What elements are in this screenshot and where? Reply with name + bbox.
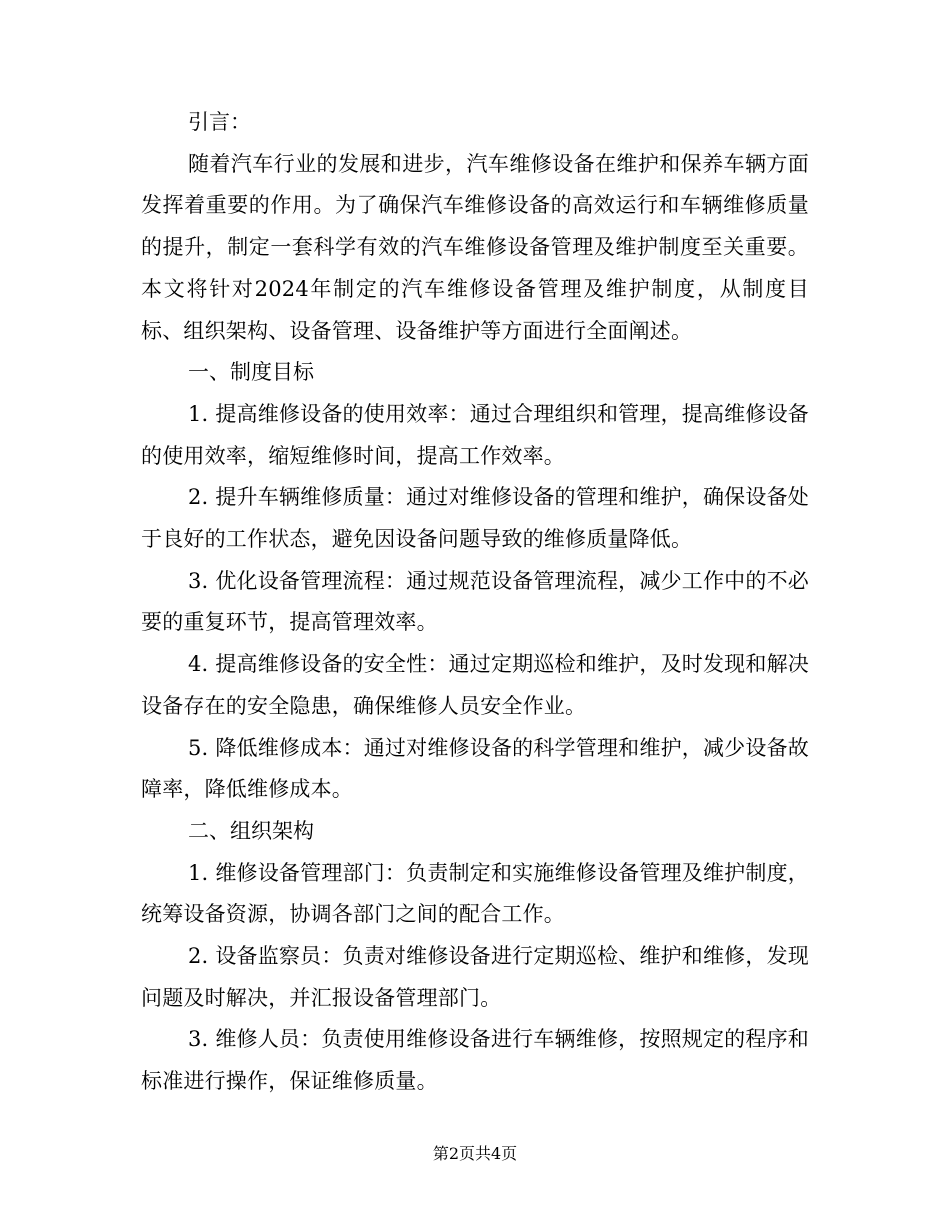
intro-paragraph: 随着汽车行业的发展和进步，汽车维修设备在维护和保养车辆方面发挥着重要的作用。为了确保汽车维修设备的高效运行和车辆维修质量的提升，制定一套科学有效的汽车维修设备管理及维护制度至关重要。本文将针对2024年制定的汽车维修设备管理及维护制度，从制度目标、组织架构、设备管理、设备维护等方面进行全面阐述。	[141, 151, 809, 343]
goal-item: 4. 提高维修设备的安全性：通过定期巡检和维护，及时发现和解决设备存在的安全隐患，确保维修人员安全作业。	[141, 652, 809, 718]
goal-item: 5. 降低维修成本：通过对维修设备的科学管理和维护，减少设备故障率，降低维修成本。	[141, 735, 809, 802]
section-heading-goals: 一、制度目标	[188, 360, 314, 385]
page-number-footer: 第2页共4页	[432, 1144, 518, 1163]
goal-item: 1. 提高维修设备的使用效率：通过合理组织和管理，提高维修设备的使用效率，缩短维修时间，提高工作效率。	[141, 401, 809, 468]
goal-item: 3. 优化设备管理流程：通过规范设备管理流程，减少工作中的不必要的重复环节，提高管理效率。	[141, 568, 809, 635]
document-body	[141, 102, 809, 1103]
organization-item: 2. 设备监察员：负责对维修设备进行定期巡检、维护和维修，发现问题及时解决，并汇报设备管理部门。	[141, 944, 809, 1010]
section-heading-organization: 二、组织架构	[188, 818, 314, 843]
intro-heading: 引言：	[188, 110, 251, 134]
organization-item: 1. 维修设备管理部门：负责制定和实施维修设备管理及维护制度，统筹设备资源，协调各部门之间的配合工作。	[141, 860, 809, 927]
organization-item: 3. 维修人员：负责使用维修设备进行车辆维修，按照规定的程序和标准进行操作，保证维修质量。	[141, 1027, 809, 1094]
goal-item: 2. 提升车辆维修质量：通过对维修设备的管理和维护，确保设备处于良好的工作状态，避免因设备问题导致的维修质量降低。	[141, 485, 809, 552]
